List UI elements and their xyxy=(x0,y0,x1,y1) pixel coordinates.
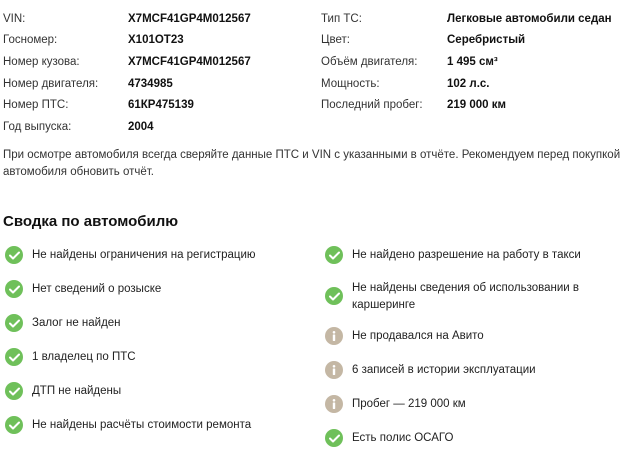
spec-value: Серебристый xyxy=(447,34,526,47)
spec-value: Легковые автомобили седан xyxy=(447,12,612,25)
spec-value: X7MCF41GP4M012567 xyxy=(128,12,251,25)
summary-item xyxy=(325,279,602,314)
summary-item-text: Не найдены ограничения на регистрацию xyxy=(32,249,256,261)
spec-row-power xyxy=(321,73,490,95)
spec-row-mileage xyxy=(321,94,507,116)
spec-label: Цвет: xyxy=(321,34,350,47)
spec-label: Год выпуска: xyxy=(3,120,72,133)
spec-label: Мощность: xyxy=(321,77,380,90)
summary-item xyxy=(5,382,292,400)
check-icon xyxy=(5,416,23,434)
spec-row-body-number xyxy=(3,51,251,73)
summary-item-text: Не найдены расчёты стоимости ремонта xyxy=(32,419,252,431)
summary-item-text: ДТП не найдены xyxy=(32,385,122,397)
spec-value: 2004 xyxy=(128,120,154,133)
spec-value: 61КР475139 xyxy=(128,99,194,112)
summary-item-text: Не найдено разрешение на работу в такси xyxy=(352,249,581,261)
summary-item-text: 6 записей в истории эксплуатации xyxy=(352,364,536,376)
summary-title: Сводка по автомобилю xyxy=(3,213,179,230)
summary-item-text: 1 владелец по ПТС xyxy=(32,351,136,363)
check-icon xyxy=(5,314,23,332)
spec-label: Тип ТС: xyxy=(321,12,362,25)
summary-item-text: Нет сведений о розыске xyxy=(32,283,162,295)
check-icon xyxy=(5,246,23,264)
summary-item xyxy=(5,280,292,298)
summary-item-text: Не найдены сведения об использовании в каршеринге xyxy=(352,282,580,311)
spec-row-engine-volume xyxy=(321,51,498,73)
info-icon xyxy=(325,361,343,379)
summary-item xyxy=(5,246,292,264)
spec-label: Номер кузова: xyxy=(3,55,80,68)
spec-label: Объём двигателя: xyxy=(321,55,418,68)
summary-item xyxy=(325,429,612,447)
spec-value: 102 л.с. xyxy=(447,77,490,90)
spec-label: Госномер: xyxy=(3,34,58,47)
check-icon xyxy=(5,348,23,366)
summary-item-text: Залог не найден xyxy=(32,317,121,329)
report-note: При осмотре автомобиля всегда сверяйте данные ПТС и VIN с указанными в отчёте. Рекомендуем перед покупкой автомобиля обновить отчёт. xyxy=(3,149,621,178)
check-icon xyxy=(5,280,23,298)
spec-value: X101OT23 xyxy=(128,34,184,47)
summary-item xyxy=(325,327,612,345)
specs-left-column xyxy=(3,8,251,138)
spec-label: VIN: xyxy=(3,12,26,25)
summary-item xyxy=(325,361,612,379)
summary-item xyxy=(5,314,292,332)
spec-row-color xyxy=(321,30,526,52)
summary-item xyxy=(5,416,292,434)
info-icon xyxy=(325,395,343,413)
check-icon xyxy=(5,382,23,400)
spec-value: 4734985 xyxy=(128,77,173,90)
spec-row-vehicle-type xyxy=(321,8,612,30)
check-icon xyxy=(325,287,343,305)
summary-item-text: Пробег — 219 000 км xyxy=(352,398,466,410)
summary-item xyxy=(325,246,612,264)
spec-row-vin xyxy=(3,8,251,30)
check-icon xyxy=(325,246,343,264)
info-icon xyxy=(325,327,343,345)
spec-value: 219 000 км xyxy=(447,99,507,112)
spec-row-pts-number xyxy=(3,94,194,116)
check-icon xyxy=(325,429,343,447)
spec-row-year xyxy=(3,116,154,138)
spec-row-plate xyxy=(3,30,184,52)
specs-right-column xyxy=(321,8,612,116)
summary-item-text: Есть полис ОСАГО xyxy=(352,432,454,444)
spec-row-engine-number xyxy=(3,73,173,95)
spec-value: X7MCF41GP4M012567 xyxy=(128,55,251,68)
spec-label: Последний пробег: xyxy=(321,99,423,112)
summary-item xyxy=(5,348,292,366)
spec-label: Номер двигателя: xyxy=(3,77,99,90)
spec-value: 1 495 см³ xyxy=(447,55,498,68)
spec-label: Номер ПТС: xyxy=(3,99,69,112)
summary-item xyxy=(325,395,612,413)
summary-item-text: Не продавался на Авито xyxy=(352,330,484,342)
